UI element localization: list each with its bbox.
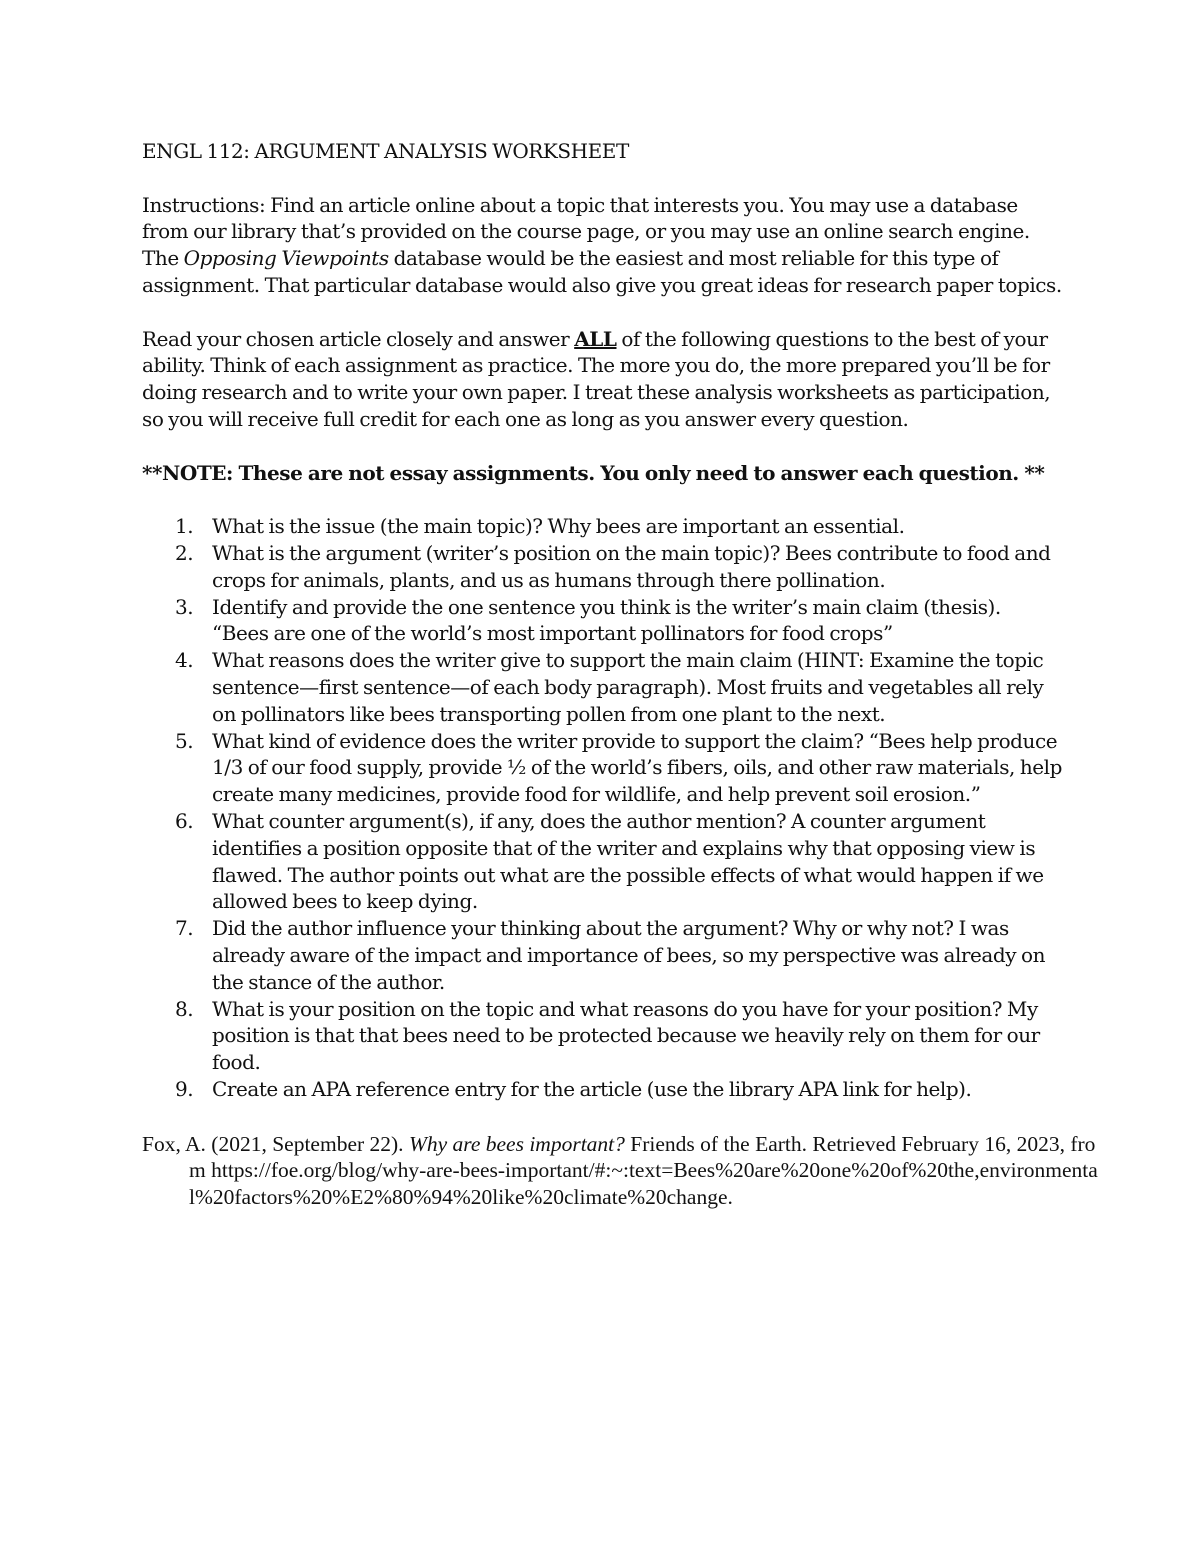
question-text: What reasons does the writer give to support the main claim (HINT: Examine the topic sentence—first sentence—of each body paragraph). Most fruits and vegetables all rely on pollinators like bees transporting pollen from one plant to the next. (212, 648, 1044, 726)
read-text-2: of the following questions to the best of your ability. Think of each assignment as practice. The more you do, the more prepared you’ll be for doing research and to write your own paper. I treat these analysis worksheets as participation, so you will receive full credit for each one as long as you answer every question. (142, 326, 1051, 431)
list-item (142, 728, 1062, 808)
question-number: 9. (175, 1076, 194, 1101)
read-text-1: Read your chosen article closely and answer (142, 326, 575, 351)
read-paragraph (142, 326, 1062, 433)
note-paragraph: **NOTE: These are not essay assignments. You only need to answer each question. ** (142, 460, 1045, 485)
apa-reference (142, 1131, 1109, 1211)
question-number: 6. (175, 808, 194, 833)
question-text: Create an APA reference entry for the article (use the library APA link for help). (212, 1076, 972, 1101)
list-item (142, 540, 1062, 594)
database-name: Opposing Viewpoints (183, 246, 389, 271)
question-text: What is the argument (writer’s position on the main topic)? Bees contribute to food and crops for animals, plants, and us as humans through there pollination. (212, 540, 1051, 592)
question-number: 4. (175, 648, 194, 673)
instructions-text-1: Instructions: Find an article online about a topic that interests you. You may use a database from our library that’s provided on the course page, or you may use an online search engine. The (142, 192, 1030, 271)
question-number: 3. (175, 594, 194, 619)
question-text: What is your position on the topic and what reasons do you have for your position? My position is that that bees need to be protected because we heavily rely on them for our food. (212, 996, 1040, 1075)
question-text: What is the issue (the main topic)? Why bees are important an essential. (212, 514, 905, 539)
question-text: What kind of evidence does the writer provide to support the claim? “Bees help produce 1/3 of our food supply, provide ½ of the world’s fibers, oils, and other raw materials, help create many medicines, provide food for wildlife, and help prevent soil erosion.” (212, 728, 1062, 807)
worksheet-title: ENGL 112: ARGUMENT ANALYSIS WORKSHEET (142, 139, 629, 163)
question-text: Did the author influence your thinking about the argument? Why or why not? I was already aware of the impact and importance of bees, so my perspective was already on the stance of the author. (212, 916, 1046, 994)
question-number: 5. (175, 728, 194, 753)
question-list (142, 513, 1062, 1103)
reference-rest: Friends of the Earth. Retrieved February 16, 2023, from https://foe.org/blog/why-are-bees-important/#:~:text=Bees%20are%20one%20of%20the,environmental%20factors%20%E2%80%94%20like%20climate%20change. (189, 1131, 1098, 1210)
document-page (142, 138, 1098, 1211)
question-number: 8. (175, 996, 194, 1021)
list-item (142, 647, 1062, 727)
list-item (142, 1076, 1062, 1103)
question-number: 2. (175, 540, 194, 565)
instructions-paragraph (142, 192, 1062, 299)
question-number: 7. (175, 916, 194, 941)
list-item (142, 915, 1062, 995)
reference-author-date: Fox, A. (2021, September 22). (142, 1131, 409, 1156)
list-item (142, 808, 1062, 915)
instructions-text-2: database would be the easiest and most reliable for this type of assignment. That particular database would also give you great ideas for research paper topics. (142, 246, 1062, 297)
reference-title: Why are bees important? (408, 1131, 625, 1156)
list-item (142, 513, 1062, 540)
read-emphasis: ALL (574, 326, 617, 351)
question-text: What counter argument(s), if any, does the author mention? A counter argument identifies a position opposite that of the writer and explains why that opposing view is flawed. The author points out what are the possible effects of what would happen if we allowed bees to keep dying. (212, 808, 1044, 914)
list-item (142, 594, 1062, 648)
list-item (142, 996, 1062, 1076)
question-number: 1. (175, 514, 194, 539)
question-text: Identify and provide the one sentence you think is the writer’s main claim (thesis). “Bees are one of the world’s most important pollinators for food crops” (212, 594, 1001, 646)
